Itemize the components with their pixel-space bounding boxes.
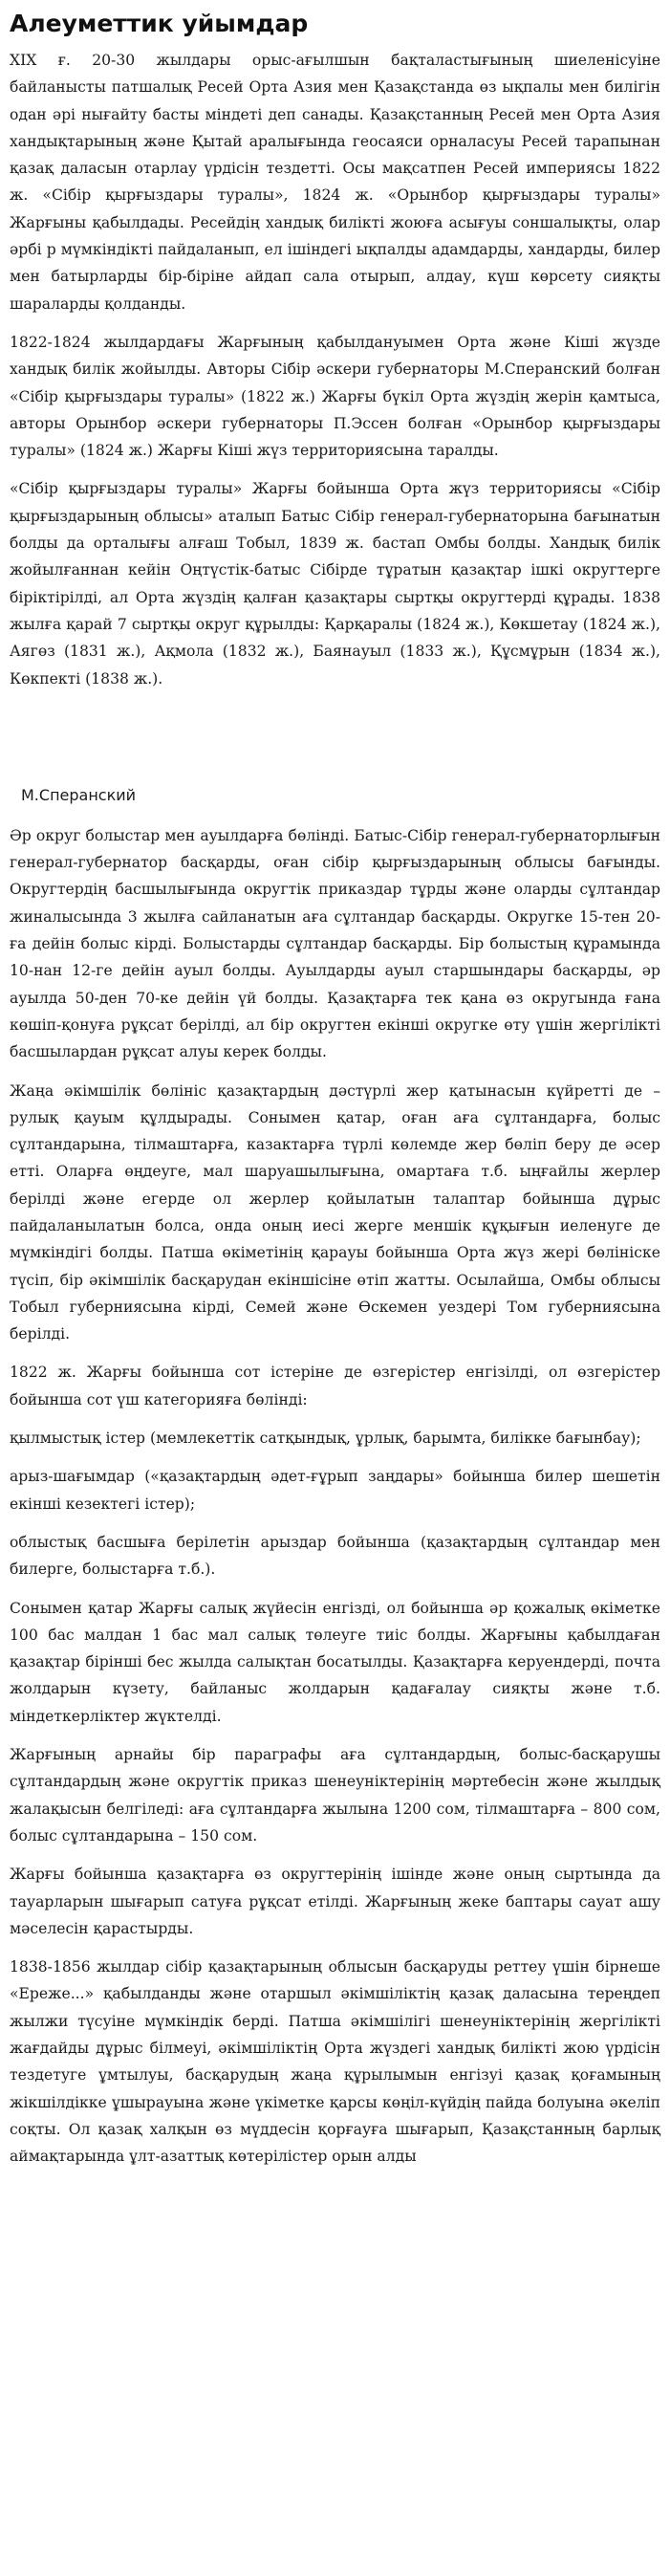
paragraph: «Сібір қырғыздары туралы» Жарғы бойынша Орта жүз территориясы «Сібір қырғыздарының облысы» аталып Батыс Сібір генерал-губернаторына бағынатын болды да орталығы алғаш Тобыл, 1839 ж. бастап Омбы болды. Хандық билік жойылғаннан кейін Оңтүстік-батыс Сібірде тұратын қазақтар ішкі округтерге біріктірілді, ал Орта жүздің қалған қазақтары сыртқы округтерді құрады. 1838 жылға қарай 7 сыртқы округ құрылды: Қарқаралы (1824 ж.), Көкшетау (1824 ж.), Аягөз (1831 ж.), Ақмола (1832 ж.), Баянауыл (1833 ж.), Құсмұрын (1834 ж.), Көкпекті (1838 ж.). bbox=[10, 480, 660, 688]
image-caption: М.Сперанский bbox=[21, 785, 137, 804]
paragraph: Жаңа әкімшілік бөлініс қазақтардың дәстүрлі жер қатынасын күйретті де – рулық қауым құлдырады. Сонымен қатар, оған аға сұлтандарға, болыс сұлтандарына, тілмаштарға, казактарға түрлі көлемде жер бөліп беру де әсер етті. Оларға өңдеуге, мал шаруашылығына, омартаға т.б. ыңғайлы жерлер берілді және егерде ол жерлер қойылатын талаптар бойынша дұрыс пайдаланылатын болса, онда оның иесі жерге меншік құқығын иеленуге де мүмкіндігі болды. Патша өкіметінің қарауы бойынша Орта жүз жері бөлініске түсіп, бір әкімшілік басқарудан екіншісіне өтіп жатты. Осылайша, Омбы облысы Тобыл губерниясына кірді, Семей және Өскемен уездері Том губерниясына берілді. bbox=[10, 1081, 660, 1343]
image-placeholder bbox=[10, 704, 660, 784]
paragraph: Әр округ болыстар мен ауылдарға бөлінді. Батыс-Сібір генерал-губернаторлығын генерал-губернатор басқарды, оған сібір қырғыздарының облысы бағынды. Округтердің басшылығында округтік приказдар тұрды және оларды сұлтандар жиналысында 3 жылға сайланатын аға сұлтандар басқарды. Округке 15-тен 20-ға дейін болыс кірді. Болыстарды сұлтандар басқарды. Бір болыстың құрамында 10-нан 12-ге дейін ауыл болды. Ауылдарды ауыл старшындары басқарды, әр ауылда 50-ден 70-ке дейін үй болды. Қазақтарға тек қана өз округында ғана көшіп-қонуға рұқсат берілді, ал бір округтен екінші округке өту үшін жергілікті басшылардан рұқсат алуы керек болды. bbox=[10, 826, 660, 1061]
paragraph: ХІХ ғ. 20-30 жылдары орыс-ағылшын бақталастығының шиеленісуіне байланысты патшалық Ресей Орта Азия мен Қазақстанда өз ықпалы мен билігін одан әрі нығайту басты міндеті деп санады. Қазақстанның Ресей мен Орта Азия хандықтарының және Қытай аралығында геосаяси орналасуы Ресей тарапынан қазақ даласын отарлау үрдісін тездетті. Осы мақсатпен Ресей империясы 1822 ж. «Сібір қырғыздары туралы», 1824 ж. «Орынбор қырғыздары туралы» Жарғыны қабылдады. Ресейдің хандық билікті жоюға асығуы соншалықты, олар әрбі р мүмкіндікті пайдаланып, ел ішіндегі ықпалды адамдарды, хандарды, билер мен батырларды бір-біріне айдап сала отырып, алдау, күш көрсету сияқты шараларды қолданды. bbox=[10, 52, 660, 313]
paragraph: Жарғының арнайы бір параграфы аға сұлтандардың, болыс-басқарушы сұлтандардың және округтік приказ шенеуніктерінің мәртебесін және жылдық жалақысын белгіледі: аға сұлтандарға жылына 1200 сом, тілмаштарға – 800 сом, болыс сұлтандарына – 150 сом. bbox=[10, 1746, 660, 1845]
list-item: арыз-шағымдар («қазақтардың әдет-ғұрып заңдары» бойынша билер шешетін екінші кезектегі істер); bbox=[10, 1468, 660, 1513]
paragraph: Жарғы бойынша қазақтарға өз округтерінің ішінде және оның сыртында да тауарларын шығарып сатуға рұқсат етілді. Жарғының жеке баптары сауат ашу мәселесін қарастырды. bbox=[10, 1866, 660, 1937]
list-item: облыстық басшыға берілетін арыздар бойынша (қазақтардың сұлтандар мен билерге, болыстарға т.б.). bbox=[10, 1533, 660, 1579]
paragraph: Сонымен қатар Жарғы салық жүйесін енгізді, ол бойынша әр қожалық өкіметке 100 бас малдан 1 бас мал салық төлеуге тиіс болды. Жарғыны қабылдаған қазақтар бірінші бес жылда салықтан босатылды. Қазақтарға керуендерді, почта жолдарын күзету, байланыс жолдарын қадағалау сияқты және т.б. міндеткерліктер жүктелді. bbox=[10, 1599, 660, 1725]
paragraph: 1822 ж. Жарғы бойынша сот істеріне де өзгерістер енгізілді, ол өзгерістер бойынша сот үш категорияға бөлінді: bbox=[10, 1364, 660, 1408]
list-item: қылмыстық істер (мемлекеттік сатқындық, ұрлық, барымта, билікке бағынбау); bbox=[10, 1430, 641, 1448]
paragraph: 1838-1856 жылдар сібір қазақтарының облысын басқаруды реттеу үшін бірнеше «Ереже...» қабылданды және отаршыл әкімшіліктің қазақ даласына тереңдеп жылжи түсуіне мүмкіндік берді. Патша әкімшілігі шенеуніктерінің жергілікті жағдайды дұрыс білмеуі, әкімшіліктің Орта жүздегі хандық билікті жою үрдісін тездетуге ұмтылуы, басқарудың жаңа құрылымын енгізуі қазақ қоғамының жікшілдікке ұшырауына және үкіметке қарсы көңіл-күйдің пайда болуына әкеліп соқты. Ол қазақ халқын өз мүддесін қорғауға шығарып, Қазақстанның барлық аймақтарында ұлт-азаттық көтерілістер орын алды bbox=[10, 1958, 660, 2166]
page-title: Алеуметтик уйымдар bbox=[10, 10, 309, 37]
paragraph: 1822-1824 жылдардағы Жарғының қабылдануымен Орта және Кіші жүзде хандық билік жойылды. Авторы Сібір әскери губернаторы М.Сперанский болған «Сібір қырғыздары туралы» (1822 ж.) Жарғы бүкіл Орта жүздің жерін қамтыса, авторы Орынбор әскери губернаторы П.Эссен болған «Орынбор қырғыздары туралы» (1824 ж.) Жарғы Кіші жүз территориясына таралды. bbox=[10, 333, 660, 460]
section-intro bbox=[10, 47, 660, 692]
section-administration bbox=[10, 822, 660, 2171]
